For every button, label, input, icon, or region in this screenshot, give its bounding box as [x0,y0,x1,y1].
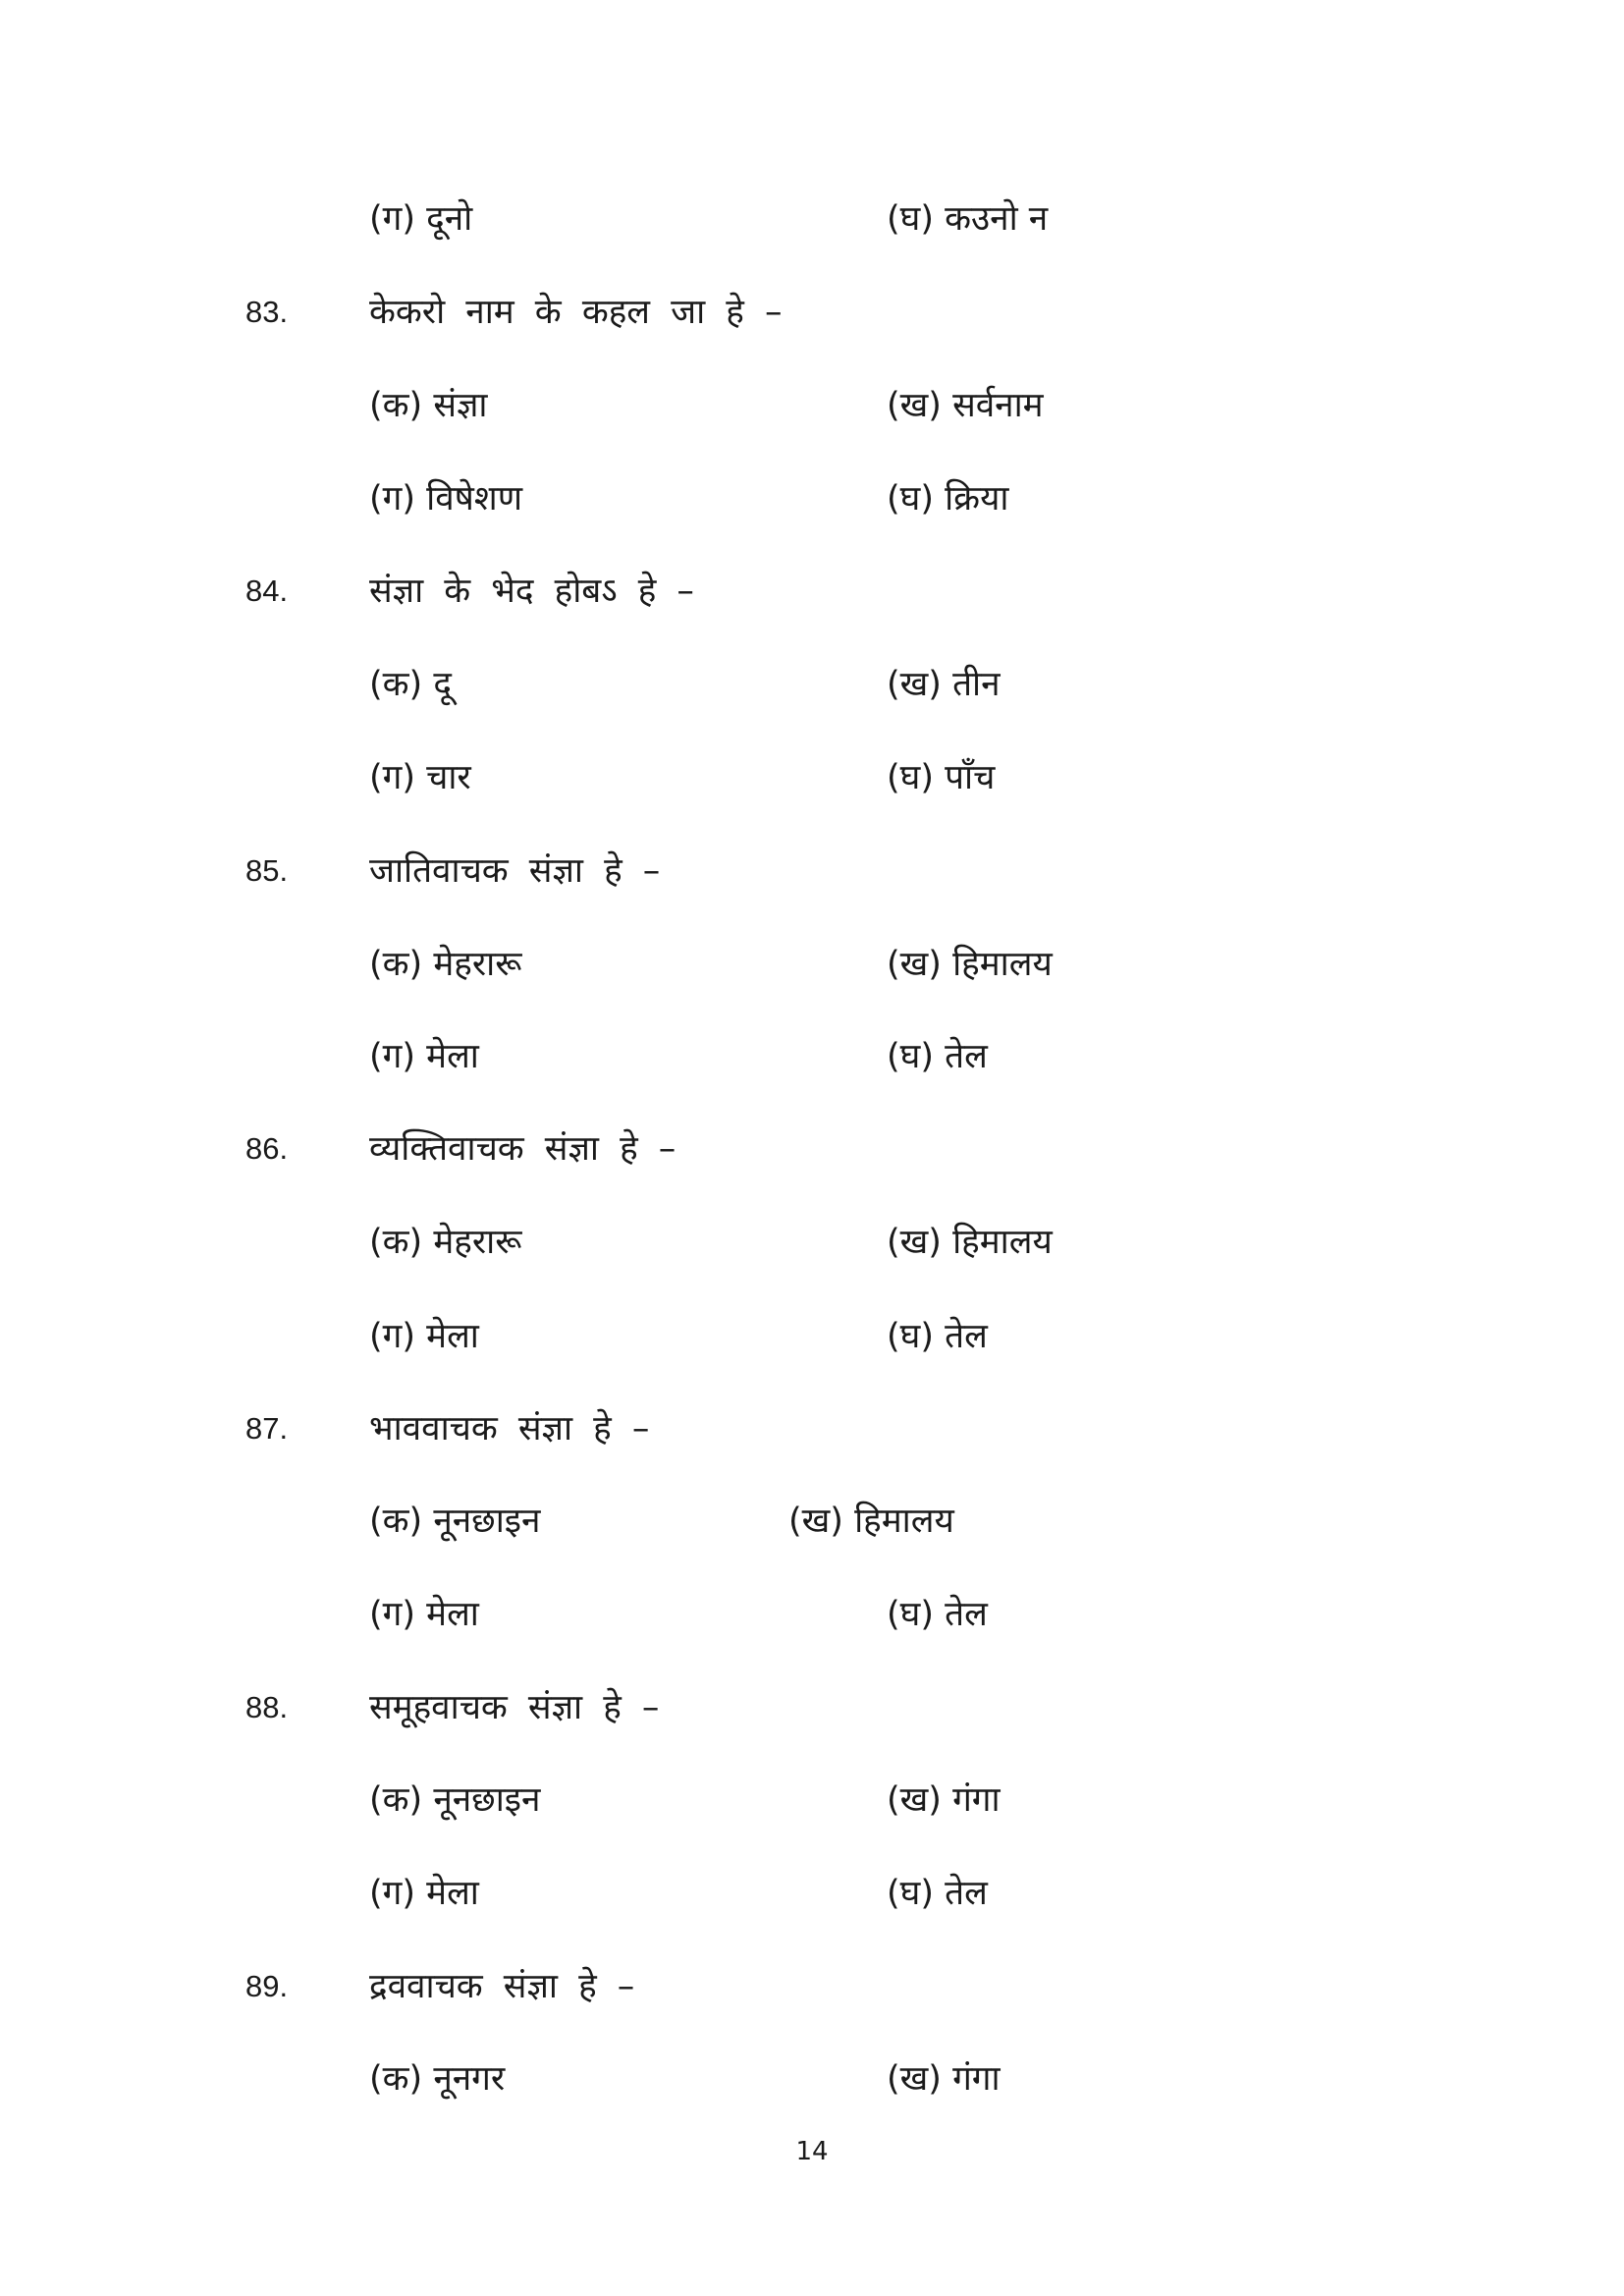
q85-question-row [0,842,1624,901]
q84-options-row-2 [0,748,1624,807]
q83-option-k: (क) संज्ञा [369,386,488,425]
q89-text: द्रववाचक संज्ञा हे – [369,1967,635,2006]
q84-option-g: (ग) चार [369,758,471,797]
q86-option-kh: (ख) हिमालय [887,1223,1053,1262]
q83-option-g: (ग) विषेशण [369,479,523,519]
q85-option-k: (क) मेहरारू [369,945,522,984]
q87-question-row [0,1399,1624,1458]
q83-options-row-1 [0,376,1624,435]
q82-option-gh: (घ) कउनो न [887,199,1049,239]
q85-number: 85. [245,853,289,888]
q88-option-kh: (ख) गंगा [887,1780,1001,1820]
q85-text: जातिवाचक संज्ञा हे – [369,851,661,891]
q88-question-row [0,1678,1624,1737]
q82-options-row [0,190,1624,248]
q83-option-kh: (ख) सर्वनाम [887,386,1044,425]
q84-number: 84. [245,574,289,608]
q84-text: संज्ञा के भेद होबऽ हे – [369,572,694,611]
q84-options-row-1 [0,655,1624,714]
q87-text: भाववाचक संज्ञा हे – [369,1409,650,1449]
q89-options-row-1 [0,2050,1624,2108]
q88-text: समूहवाचक संज्ञा हे – [369,1688,660,1727]
q83-number: 83. [245,295,289,329]
q89-question-row [0,1957,1624,2016]
q83-question-row [0,283,1624,342]
q86-options-row-1 [0,1213,1624,1272]
q86-question-row [0,1120,1624,1178]
q88-option-g: (ग) मेला [369,1874,479,1913]
q84-option-gh: (घ) पाँच [887,758,996,797]
q89-option-k: (क) नूनगर [369,2059,506,2099]
q85-options-row-1 [0,935,1624,994]
q85-option-kh: (ख) हिमालय [887,945,1053,984]
q89-number: 89. [245,1969,289,2003]
q84-option-kh: (ख) तीन [887,665,1001,704]
q87-option-kh: (ख) हिमालय [788,1502,954,1541]
q86-text: व्यक्तिवाचक संज्ञा हे – [369,1129,677,1169]
q83-text: केकरो नाम के कहल जा हे – [369,293,783,332]
q87-option-g: (ग) मेला [369,1595,479,1634]
q86-number: 86. [245,1131,289,1166]
q88-option-k: (क) नूनछाइन [369,1780,541,1820]
q84-question-row [0,562,1624,621]
q85-option-gh: (घ) तेल [887,1037,988,1076]
q86-option-g: (ग) मेला [369,1317,479,1356]
q84-option-k: (क) दू [369,665,452,704]
q85-option-g: (ग) मेला [369,1037,479,1076]
q88-option-gh: (घ) तेल [887,1874,988,1913]
q82-option-g: (ग) दूनो [369,199,473,239]
q87-options-row-2 [0,1585,1624,1644]
q87-number: 87. [245,1411,289,1446]
page-number: 14 [795,2137,829,2166]
q87-option-k: (क) नूनछाइन [369,1502,541,1541]
q86-option-k: (क) मेहरारू [369,1223,522,1262]
q86-option-gh: (घ) तेल [887,1317,988,1356]
q86-options-row-2 [0,1307,1624,1366]
q85-options-row-2 [0,1027,1624,1086]
q83-options-row-2 [0,469,1624,528]
q87-options-row-1 [0,1492,1624,1551]
q88-options-row-1 [0,1771,1624,1830]
q89-option-kh: (ख) गंगा [887,2059,1001,2099]
q88-options-row-2 [0,1864,1624,1923]
q88-number: 88. [245,1690,289,1724]
q83-option-gh: (घ) क्रिया [887,479,1009,519]
q87-option-gh: (घ) तेल [887,1595,988,1634]
